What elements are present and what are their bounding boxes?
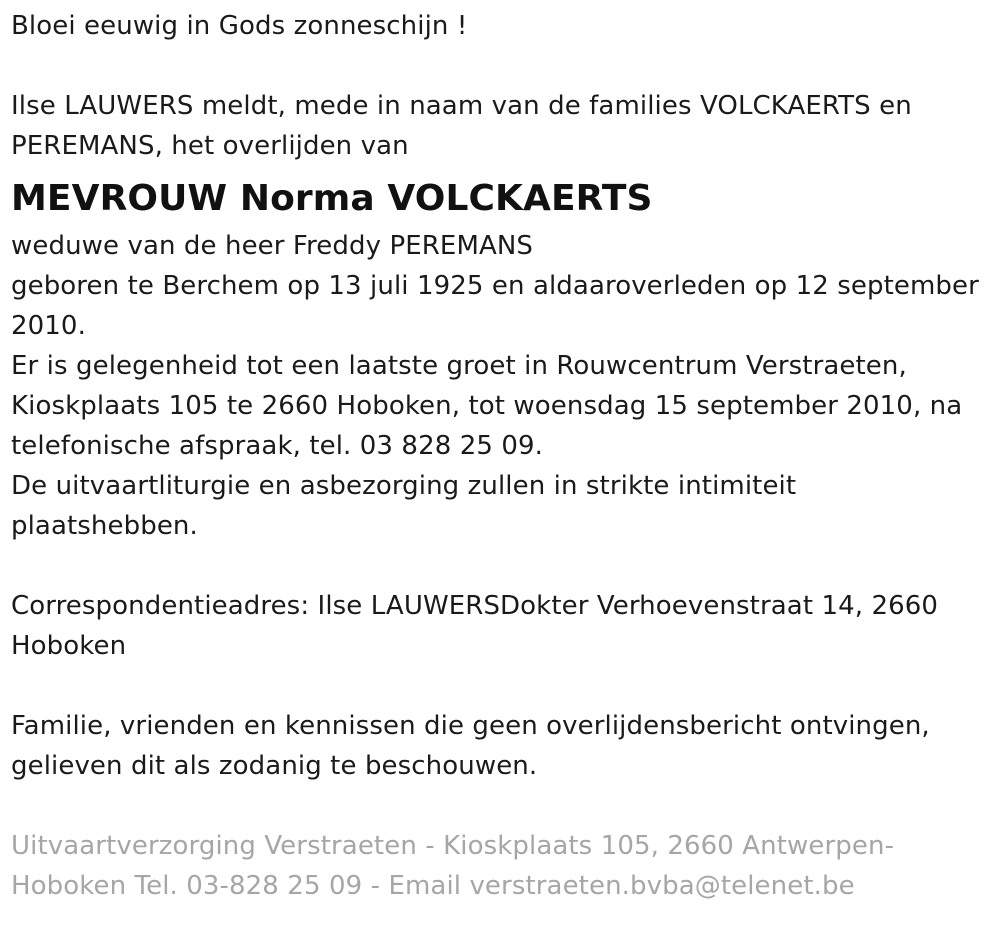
funeral-home-footer-line-2: Hoboken Tel. 03-828 25 09 - Email verstraeten.bvba@telenet.be	[11, 871, 855, 901]
birth-death-line-1: geboren te Berchem op 13 juli 1925 en aldaaroverleden op 12 september	[11, 271, 979, 301]
announcement-line-1: Ilse LAUWERS meldt, mede in naam van de families VOLCKAERTS en	[11, 91, 912, 121]
farewell-line-2: Kioskplaats 105 te 2660 Hoboken, tot woensdag 15 september 2010, na	[11, 391, 963, 421]
motto: Bloei eeuwig in Gods zonneschijn !	[11, 11, 468, 41]
liturgy-line-2: plaatshebben.	[11, 511, 198, 541]
spacer	[11, 46, 986, 86]
widow-of: weduwe van de heer Freddy PEREMANS	[11, 231, 534, 261]
deceased-name: MEVROUW Norma VOLCKAERTS	[11, 178, 653, 219]
farewell-line-3: telefonische afspraak, tel. 03 828 25 09.	[11, 431, 544, 461]
closing-line-1: Familie, vrienden en kennissen die geen overlijdensbericht ontvingen,	[11, 711, 930, 741]
correspondence-line-2: Hoboken	[11, 631, 127, 661]
obituary-notice	[11, 0, 986, 906]
announcement-line-2: PEREMANS, het overlijden van	[11, 131, 409, 161]
liturgy-line-1: De uitvaartliturgie en asbezorging zullen in strikte intimiteit	[11, 471, 797, 501]
correspondence-line-1: Correspondentieadres: Ilse LAUWERSDokter Verhoevenstraat 14, 2660	[11, 591, 939, 621]
farewell-line-1: Er is gelegenheid tot een laatste groet in Rouwcentrum Verstraeten,	[11, 351, 907, 381]
funeral-home-footer-line-1: Uitvaartverzorging Verstraeten - Kioskplaats 105, 2660 Antwerpen-	[11, 831, 895, 861]
birth-death-line-2: 2010.	[11, 311, 86, 341]
spacer	[11, 786, 986, 826]
spacer	[11, 546, 986, 586]
closing-line-2: gelieven dit als zodanig te beschouwen.	[11, 751, 538, 781]
spacer	[11, 666, 986, 706]
